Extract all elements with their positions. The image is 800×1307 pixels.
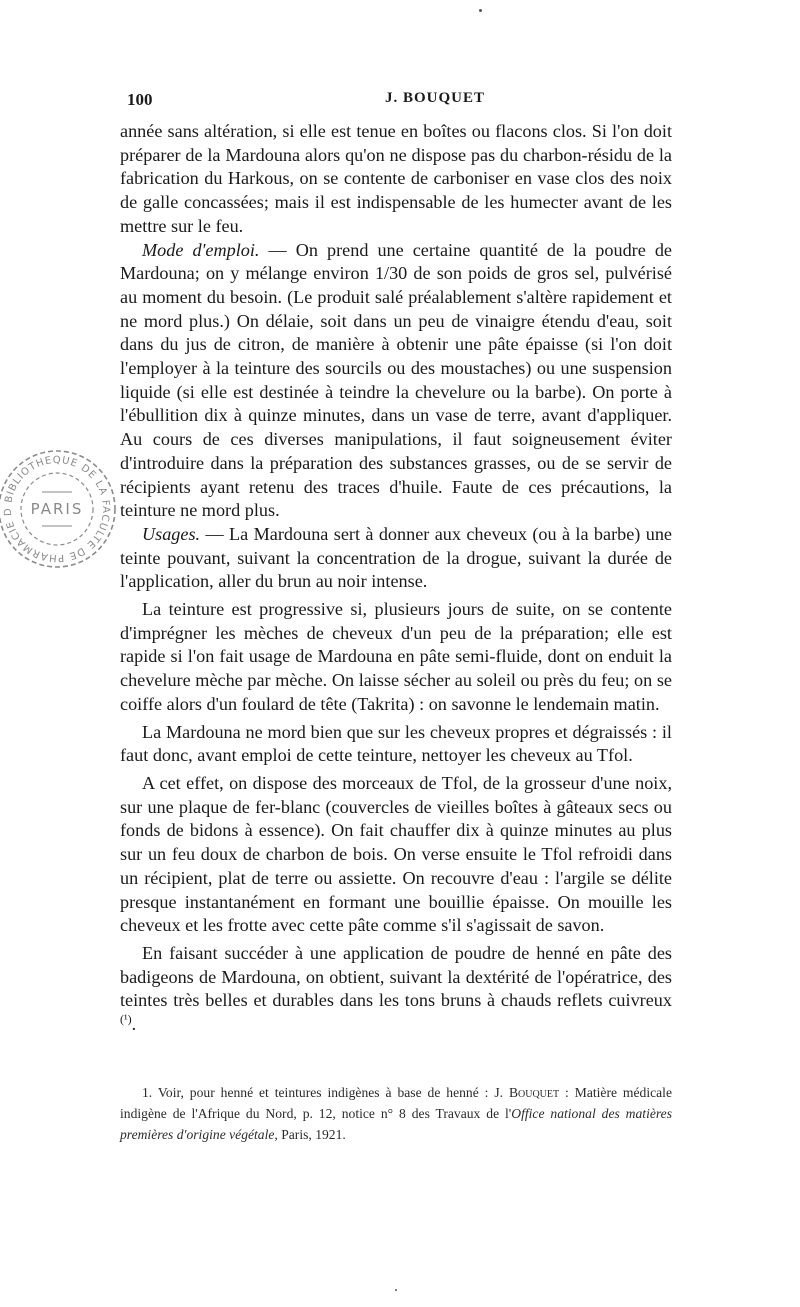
paragraph-usages (120, 523, 672, 594)
stamp-center-text: PARIS (30, 500, 84, 518)
stamp-ring-text: BIBLIOTHEQUE DE LA FACULTE DE PHARMACIE D (2, 454, 112, 564)
paragraph-mode-emploi-text: — On prend une certaine quantité de la poudre de Mardouna; on y mélange environ 1/30 de son poids de gros sel, pulvérisé au moment du besoin. (Le produit salé préalablement s'altère rapidement et ne mord plus.) On délaie, soit dans un peu de vinaigre étendu d'eau, soit dans du jus de citron, de manière à obtenir une pâte épaisse (si l'on doit l'employer à la teinture des sourcils ou des moustaches) ou une suspension liquide (si elle est destinée à teindre la chevelure ou la barbe). On porte à l'ébullition dix à quinze minutes, dans un vase de terre, avant d'appliquer. Au cours de ces diverses manipulations, il faut soigneusement éviter d'introduire dans la préparation des substances grasses, ou de se servir de récipients ayant retenu des traces d'huile. Faute de ces précautions, la teinture ne mord plus. (120, 239, 672, 521)
page-number: 100 (127, 90, 153, 109)
page-header (127, 90, 672, 112)
paragraph-7-end: . (131, 1014, 137, 1035)
scan-speck (395, 1289, 397, 1291)
section-heading-usages: Usages. (142, 523, 201, 544)
paragraph-4: La teinture est progressive si, plusieurs jours de suite, on se contente d'imprégner les mèches de cheveux d'un peu de la préparation; elle est rapide si l'on fait usage de Mardouna en pâte semi-fluide, dont on enduit la chevelure mèche par mèche. On laisse sécher au soleil ou près du feu; on se coiffe alors d'un foulard de tête (Takrita) : on savonne le lendemain matin. (120, 599, 672, 714)
paragraph-usages-text: — La Mardouna sert à donner aux cheveux (ou à la barbe) une teinte pouvant, suivant la concentration de la drogue, suivant la durée de l'application, aller du brun au noir intense. (120, 523, 672, 592)
footnotes (120, 1082, 672, 1145)
library-stamp (0, 446, 120, 572)
scan-speck (479, 9, 482, 12)
footnote-1-part3: , Paris, 1921. (274, 1127, 346, 1142)
paragraph-7 (120, 942, 672, 1037)
footnote-1-part1: 1. Voir, pour henné et teintures indigènes à base de henné : J. (142, 1085, 509, 1100)
paragraph-mode-emploi (120, 239, 672, 523)
paragraph-1: année sans altération, si elle est tenue en boîtes ou flacons clos. Si l'on doit préparer de la Mardouna alors qu'on ne dispose pas du charbon-résidu de la fabrication du Harkous, on se contente de carboniser en vase clos des noix de galle concassées; mais il est indispensable de les humecter avant de les mettre sur le feu. (120, 121, 672, 236)
footnote-1 (120, 1082, 672, 1145)
footnote-1-italic: Office national des matières premières d'origine végétale (120, 1106, 672, 1142)
footnote-reference: (¹) (120, 1011, 132, 1026)
paragraph-6: A cet effet, on dispose des morceaux de Tfol, de la grosseur d'une noix, sur une plaque de fer-blanc (couvercles de vieilles boîtes à gâteaux secs ou fonds de bidons à essence). On fait chauffer dix à quinze minutes au plus sur un feu doux de charbon de bois. On verse ensuite le Tfol refroidi dans un récipient, plat de terre ou assiette. On recouvre d'eau : l'argile se délite presque instantanément en formant une bouillie épaisse. On mouille les cheveux et les frotte avec cette pâte comme s'il s'agissait de savon. (120, 772, 672, 936)
paragraph-7-text: En faisant succéder à une application de poudre de henné en pâte des badigeons de Mardouna, on obtient, suivant la dextérité de l'opératrice, des teintes très belles et durables dans les tons bruns à chauds reflets cuivreux (120, 942, 672, 1011)
running-head: J. BOUQUET (385, 90, 486, 106)
footnote-1-part2: : Matière médicale indigène de l'Afrique du Nord, p. 12, notice n° 8 des Travaux de l' (120, 1085, 672, 1121)
footnote-1-author: Bouquet (508, 1085, 560, 1100)
section-heading-mode-emploi: Mode d'emploi. (142, 239, 260, 260)
paragraph-5: La Mardouna ne mord bien que sur les cheveux propres et dégraissés : il faut donc, avant emploi de cette teinture, nettoyer les cheveux au Tfol. (120, 721, 672, 766)
body-text (120, 120, 672, 1037)
